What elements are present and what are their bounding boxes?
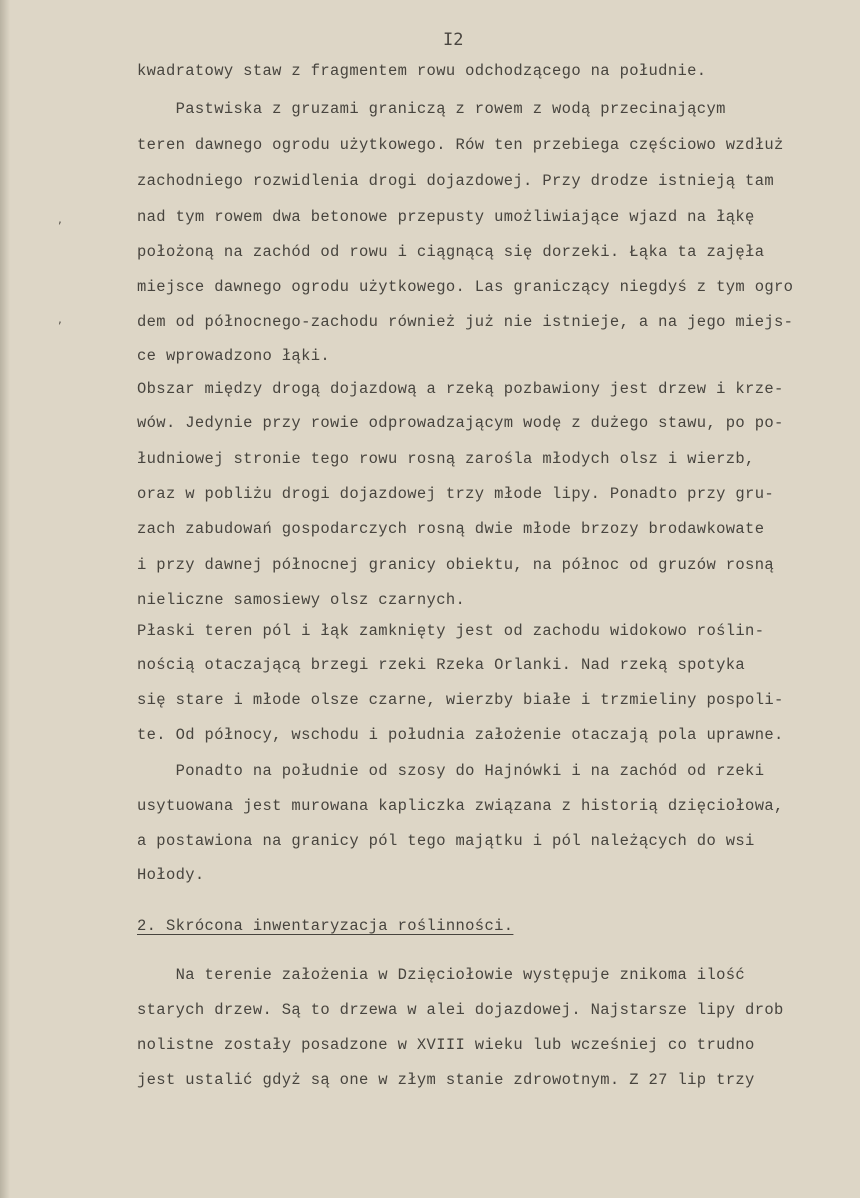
text-line: teren dawnego ogrodu użytkowego. Rów ten przebiega częściowo wzdłuż xyxy=(137,136,784,154)
text-line: ce wprowadzono łąki. xyxy=(137,347,331,365)
text-line: starych drzew. Są to drzewa w alei dojazdowej. Najstarsze lipy drob xyxy=(137,1001,784,1019)
text-line: i przy dawnej północnej granicy obiektu, na północ od gruzów rosną xyxy=(137,556,774,574)
text-line: kwadratowy staw z fragmentem rowu odchodzącego na południe. xyxy=(137,62,707,80)
margin-mark: , xyxy=(58,212,62,226)
text-line: miejsce dawnego ogrodu użytkowego. Las graniczący niegdyś z tym ogro xyxy=(137,278,794,296)
text-line: te. Od północy, wschodu i południa założenie otaczają pola uprawne. xyxy=(137,726,784,744)
text-line: nad tym rowem dwa betonowe przepusty umożliwiające wjazd na łąkę xyxy=(137,208,755,226)
text-line: dem od północnego-zachodu również już nie istnieje, a na jego miejs- xyxy=(137,313,794,331)
text-line: Ponadto na południe od szosy do Hajnówki i na zachód od rzeki xyxy=(137,762,765,780)
text-line: oraz w pobliżu drogi dojazdowej trzy młode lipy. Ponadto przy gru- xyxy=(137,485,774,503)
text-line: usytuowana jest murowana kapliczka związana z historią dzięciołowa, xyxy=(137,797,784,815)
text-line: nieliczne samosiewy olsz czarnych. xyxy=(137,591,466,609)
text-line: łudniowej stronie tego rowu rosną zarośla młodych olsz i wierzb, xyxy=(137,450,755,468)
text-line: Hołody. xyxy=(137,866,205,884)
text-line: a postawiona na granicy pól tego majątku i pól należących do wsi xyxy=(137,832,755,850)
text-line: położoną na zachód od rowu i ciągnącą się dorzeki. Łąka ta zajęła xyxy=(137,243,765,261)
page-shadow-edge xyxy=(0,0,10,1198)
text-line: zachodniego rozwidlenia drogi dojazdowej. Przy drodze istnieją tam xyxy=(137,172,774,190)
text-line: Pastwiska z gruzami graniczą z rowem z wodą przecinającym xyxy=(137,100,726,118)
text-line: wów. Jedynie przy rowie odprowadzającym wodę z dużego stawu, po po- xyxy=(137,414,784,432)
text-line: Obszar między drogą dojazdową a rzeką pozbawiony jest drzew i krze- xyxy=(137,380,784,398)
page-number: I2 xyxy=(443,30,464,50)
text-line: zach zabudowań gospodarczych rosną dwie młode brzozy brodawkowate xyxy=(137,520,765,538)
margin-mark: , xyxy=(58,312,62,326)
text-line: nolistne zostały posadzone w XVIII wieku lub wcześniej co trudno xyxy=(137,1036,755,1054)
text-line: nością otaczającą brzegi rzeki Rzeka Orlanki. Nad rzeką spotyka xyxy=(137,656,746,674)
text-line: Na terenie założenia w Dzięciołowie występuje znikoma ilość xyxy=(137,966,746,984)
text-line: się stare i młode olsze czarne, wierzby białe i trzmieliny pospoli- xyxy=(137,691,784,709)
text-line: Płaski teren pól i łąk zamknięty jest od zachodu widokowo roślin- xyxy=(137,622,765,640)
text-line: jest ustalić gdyż są one w złym stanie zdrowotnym. Z 27 lip trzy xyxy=(137,1071,755,1089)
section-heading: 2. Skrócona inwentaryzacja roślinności. xyxy=(137,917,514,935)
